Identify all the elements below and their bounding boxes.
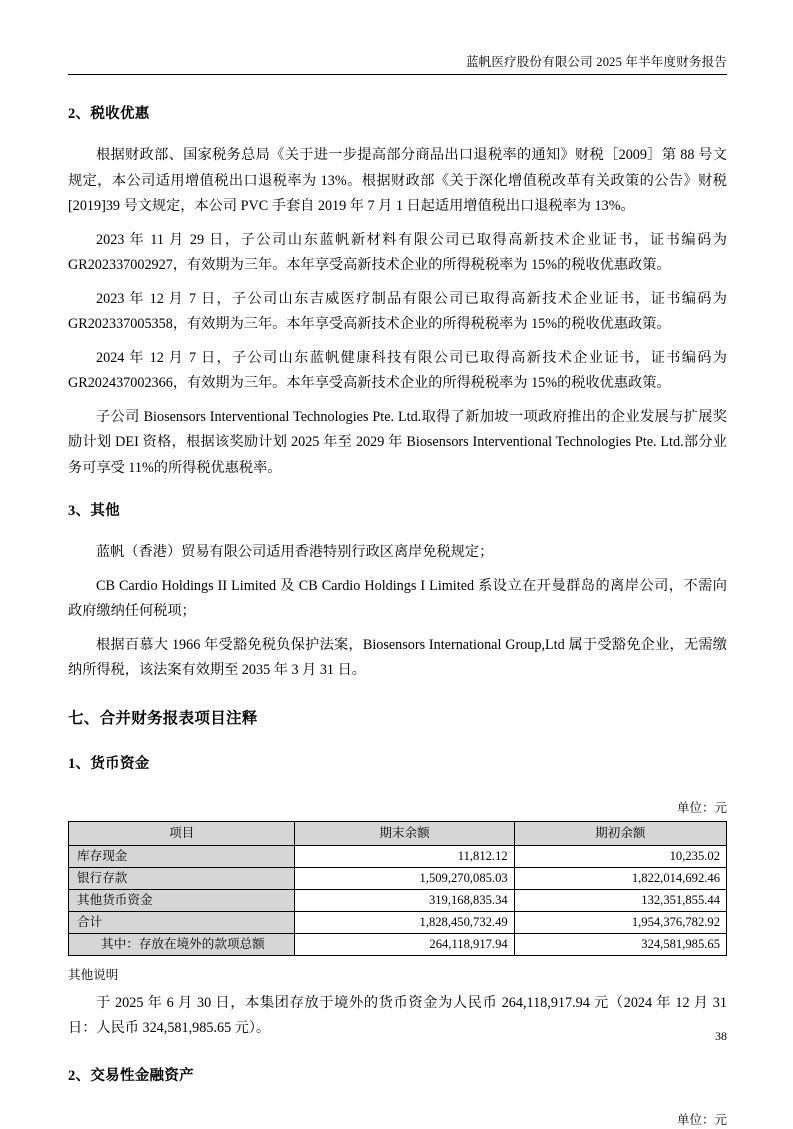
- monetary-funds-table: [68, 821, 727, 956]
- row-item-label: 银行存款: [69, 867, 295, 889]
- row-begin-balance: 132,351,855.44: [514, 889, 726, 911]
- table-row: [69, 911, 727, 933]
- row-begin-balance: 324,581,985.65: [514, 933, 726, 955]
- paragraph-tax-benefit-2: 2023 年 11 月 29 日，子公司山东蓝帆新材料有限公司已取得高新技术企业证书，证书编码为 GR202337002927，有效期为三年。本年享受高新技术企业的所得税税率为 15%的税收优惠政策。: [68, 231, 727, 273]
- row-end-balance: 11,812.12: [295, 845, 514, 867]
- heading-monetary-funds: 1、货币资金: [68, 755, 150, 772]
- table-row: [69, 867, 727, 889]
- row-item-label: 其中：存放在境外的款项总额: [69, 933, 295, 955]
- page-number: 38: [715, 1029, 727, 1043]
- row-end-balance: 264,118,917.94: [295, 933, 514, 955]
- paragraph-tax-benefit-5: 子公司 Biosensors Interventional Technologies Pte. Ltd.取得了新加坡一项政府推出的企业发展与扩展奖励计划 DEI 资格，根据该奖励计划 2025 年至 2029 年 Biosensors Interventional Technologies Pte. Ltd.部分业务可享受 11%的所得税优惠税率。: [68, 408, 727, 476]
- row-begin-balance: 10,235.02: [514, 845, 726, 867]
- heading-other-tax: 3、其他: [68, 503, 120, 519]
- heading-trading-financial-assets: 2、交易性金融资产: [68, 1067, 194, 1084]
- table-header-item: 项目: [69, 821, 295, 845]
- row-item-label: 其他货币资金: [69, 889, 295, 911]
- row-end-balance: 1,509,270,085.03: [295, 867, 514, 889]
- document-content: [68, 104, 727, 1129]
- running-header-title: 蓝帆医疗股份有限公司 2025 年半年度财务报告: [465, 55, 727, 69]
- row-begin-balance: 1,954,376,782.92: [514, 911, 726, 933]
- row-end-balance: 319,168,835.34: [295, 889, 514, 911]
- heading-tax-benefits: 2、税收优惠: [68, 106, 150, 122]
- table-row: [69, 889, 727, 911]
- paragraph-tax-benefit-1: 根据财政部、国家税务总局《关于进一步提高部分商品出口退税率的通知》财税［2009］第 88 号文规定，本公司适用增值税出口退税率为 13%。根据财政部《关于深化增值税改革有关政策的公告》财税[2019]39 号文规定，本公司 PVC 手套自 2019 年 7 月 1 日起适用增值税出口退税率为 13%。: [68, 147, 727, 214]
- paragraph-other-2: CB Cardio Holdings II Limited 及 CB Cardio Holdings I Limited 系设立在开曼群岛的离岸公司，不需向政府缴纳任何税项；: [68, 577, 727, 619]
- table-header-end-balance: 期末余额: [295, 821, 514, 845]
- paragraph-tax-benefit-3: 2023 年 12 月 7 日，子公司山东吉威医疗制品有限公司已取得高新技术企业证书，证书编码为 GR202337005358，有效期为三年。本年享受高新技术企业的所得税税率为 15%的税收优惠政策。: [68, 290, 727, 332]
- heading-consolidated-notes: 七、合并财务报表项目注释: [68, 709, 258, 727]
- paragraph-tax-benefit-4: 2024 年 12 月 7 日，子公司山东蓝帆健康科技有限公司已取得高新技术企业证书，证书编码为 GR202437002366，有效期为三年。本年享受高新技术企业的所得税税率为 15%的税收优惠政策。: [68, 349, 727, 391]
- table-row: [69, 933, 727, 955]
- header-divider-rule: [68, 74, 727, 75]
- row-end-balance: 1,828,450,732.49: [295, 911, 514, 933]
- unit-label-trading-financial-assets: 单位：元: [676, 1112, 727, 1127]
- unit-label-monetary-funds: 单位：元: [676, 800, 727, 815]
- table-row: [69, 845, 727, 867]
- row-item-label: 库存现金: [69, 845, 295, 867]
- row-begin-balance: 1,822,014,692.46: [514, 867, 726, 889]
- table-header-begin-balance: 期初余额: [514, 821, 726, 845]
- other-note-label: 其他说明: [68, 967, 119, 982]
- row-item-label: 合计: [69, 911, 295, 933]
- paragraph-other-3: 根据百慕大 1966 年受豁免税负保护法案，Biosensors International Group,Ltd 属于受豁免企业，无需缴纳所得税，该法案有效期至 2035 年 3 月 31 日。: [68, 636, 727, 678]
- paragraph-other-1: 蓝帆（香港）贸易有限公司适用香港特别行政区离岸免税规定；: [96, 544, 494, 560]
- paragraph-monetary-funds-note: 于 2025 年 6 月 30 日，本集团存放于境外的货币资金为人民币 264,118,917.94 元（2024 年 12 月 31 日：人民币 324,581,985.65 元）。: [68, 994, 727, 1036]
- table-header-row: [69, 821, 727, 845]
- page-running-header: [68, 54, 727, 75]
